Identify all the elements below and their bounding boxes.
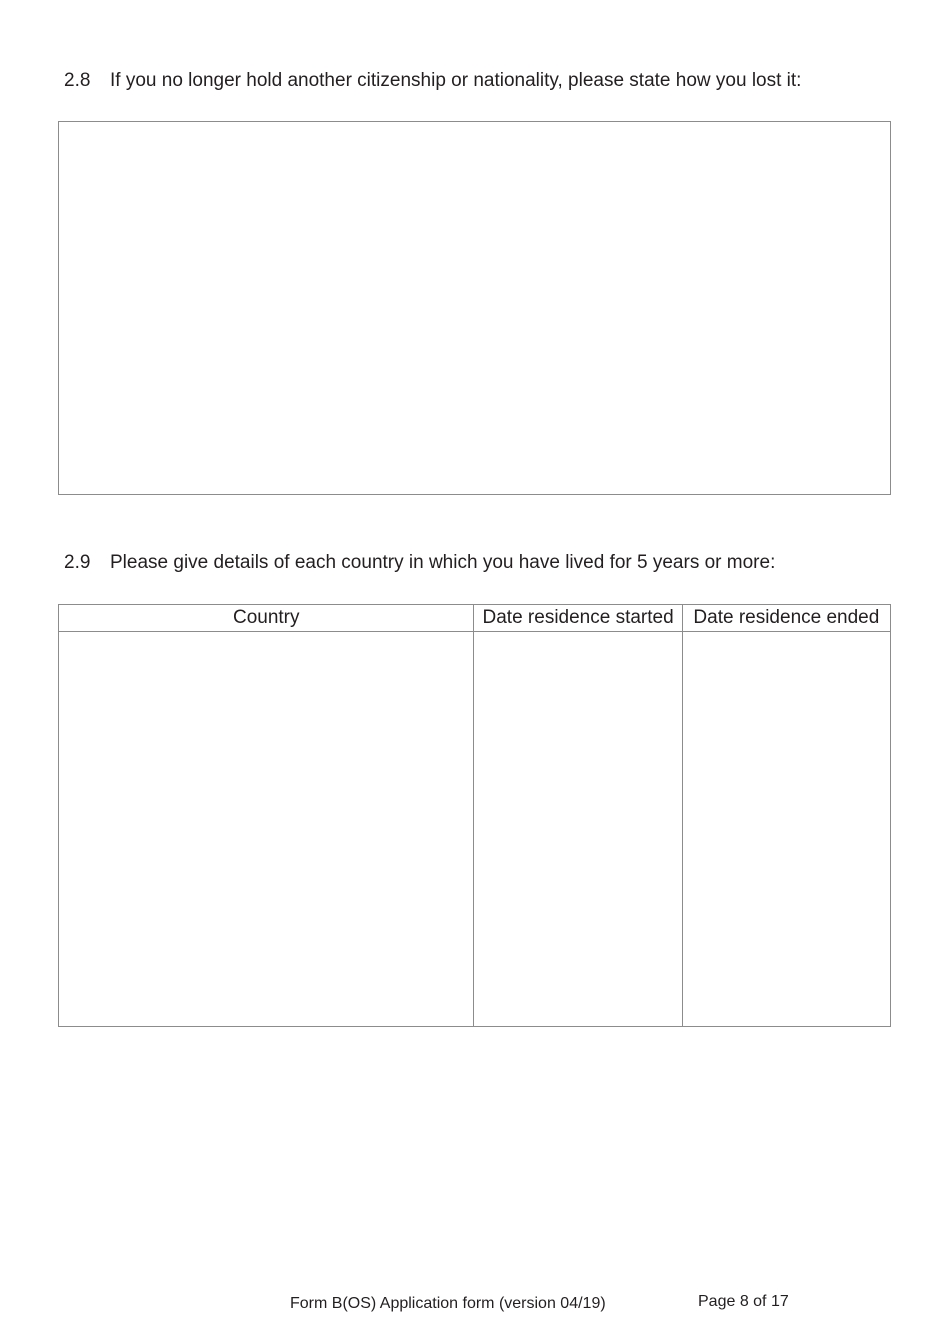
table-row <box>59 632 891 1027</box>
country-field[interactable] <box>59 632 474 1027</box>
column-header-country: Country <box>59 605 474 632</box>
date-ended-field[interactable] <box>682 632 890 1027</box>
lost-citizenship-answer-field[interactable] <box>58 121 891 495</box>
footer-page-number: Page 8 of 17 <box>698 1293 789 1310</box>
question-number: 2.9 <box>64 552 91 573</box>
question-text: Please give details of each country in which you have lived for 5 years or more: <box>110 552 776 573</box>
footer-form-name: Form B(OS) Application form (version 04/19) <box>290 1295 606 1312</box>
question-text: If you no longer hold another citizenship or nationality, please state how you lost it: <box>110 70 802 91</box>
question-number: 2.8 <box>64 70 91 91</box>
date-started-field[interactable] <box>474 632 682 1027</box>
question-2-8 <box>64 69 801 93</box>
table-header-row <box>59 605 891 632</box>
residence-history-table <box>58 604 891 1027</box>
column-header-date-started: Date residence started <box>474 605 682 632</box>
question-2-9 <box>64 551 775 575</box>
column-header-date-ended: Date residence ended <box>682 605 890 632</box>
